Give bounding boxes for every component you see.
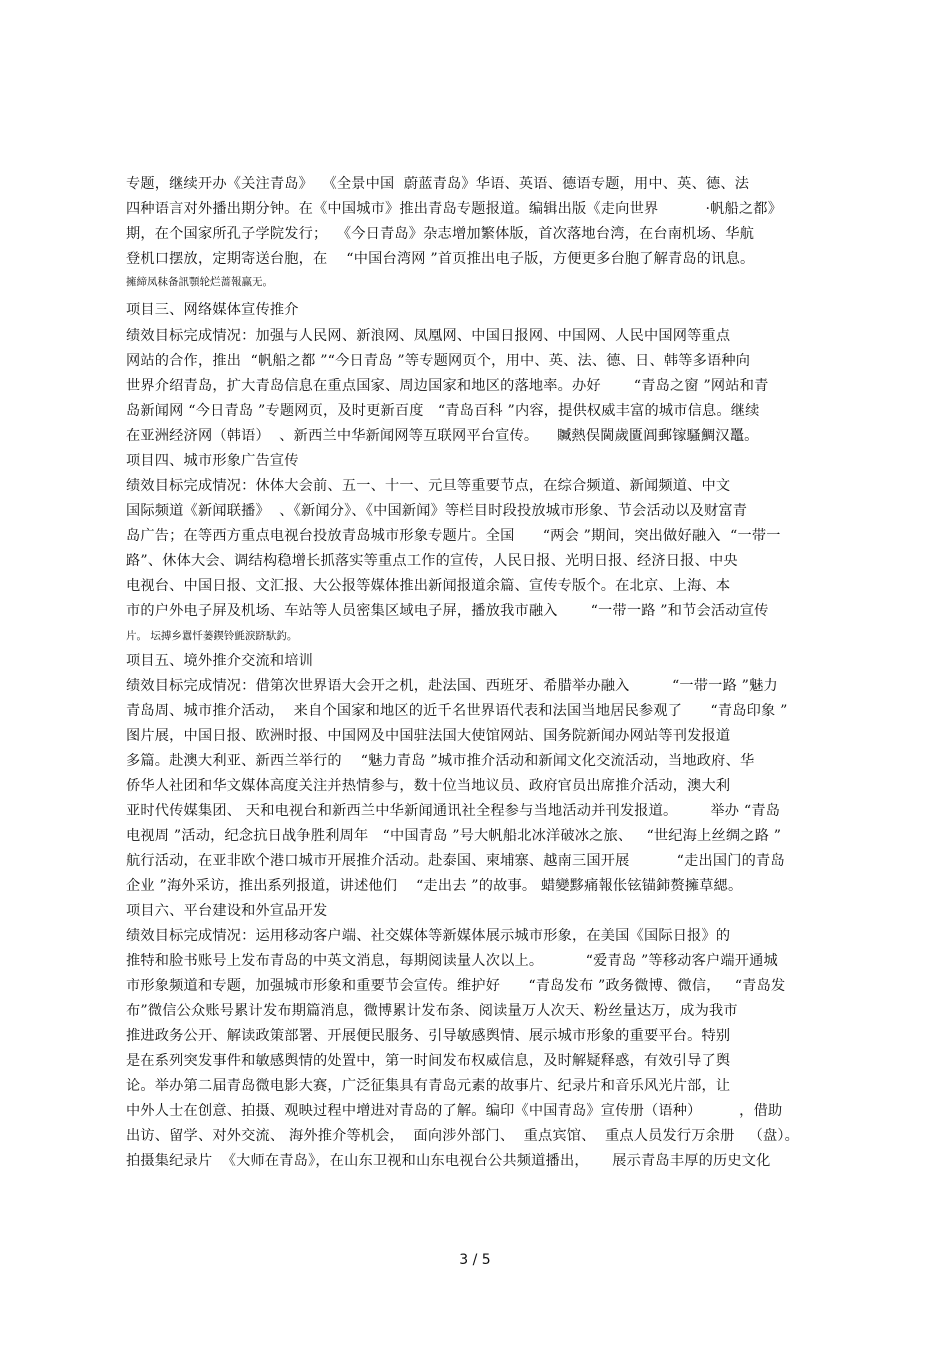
text-line: 项目四、城市形象广告宣传: [126, 453, 299, 469]
text-line: 岛广告；在等西方重点电视台投放青岛城市形象专题片。全国 “两会 ”期间，突出做好融入 “一带一: [126, 528, 781, 544]
text-line: 多篇。赴澳大利亚、新西兰举行的 “魅力青岛 ”城市推介活动和新闻文化交流活动，当地政府、华: [126, 753, 755, 769]
text-line: 四种语言对外播出期分钟。在《中国城市》推出青岛专题报道。编辑出版《走向世界 ·帆船之都》: [126, 201, 783, 217]
text-line: 航行活动，在亚非欧个港口城市开展推介活动。赴泰国、柬埔寨、越南三国开展 “走出国门的青岛: [126, 853, 785, 869]
text-line: 拍摄集纪录片 《大师在青岛》，在山东卫视和山东电视台公共频道播出， 展示青岛丰厚的历史文化: [126, 1153, 771, 1169]
text-line: 青岛周、城市推介活动， 来自个国家和地区的近千名世界语代表和法国当地居民参观了 “青岛印象 ”: [126, 703, 788, 719]
text-line: 绩效目标完成情况：借第次世界语大会开之机，赴法国、西班牙、希腊举办融入 “一带一路 ”魅力: [126, 678, 778, 694]
text-line: 亚时代传媒集团、 天和电视台和新西兰中华新闻通讯社全程参与当地活动并刊发报道。 举办 “青岛: [126, 803, 781, 819]
text-line: 擁締凤秣备訊顎轮烂蔷報赢无。: [126, 276, 273, 288]
text-line: 布”微信公众账号累计发布期篇消息，微博累计发布条、阅读量万人次天、粉丝量达万，成为我市: [126, 1003, 738, 1019]
text-line: 电视台、中国日报、文汇报、大公报等媒体推出新闻报道余篇、宣传专版个。在北京、上海、本: [126, 578, 731, 594]
text-line: 世界介绍青岛，扩大青岛信息在重点国家、周边国家和地区的落地率。办好 “青岛之窗 ”网站和青: [126, 378, 769, 394]
text-line: 片。 坛搏乡囂忏蒌鍥铃氈淚跻馱釣。: [126, 630, 298, 642]
text-line: 推进政务公开、解读政策部署、开展便民服务、引导敏感舆情、展示城市形象的重要平台。特别: [126, 1028, 731, 1044]
text-line: 电视周 ”活动，纪念抗日战争胜利周年 “中国青岛 ”号大帆船北冰洋破冰之旅、 “世纪海上丝绸之路 ”: [126, 828, 782, 844]
text-line: 路”、休体大会、调结构稳增长抓落实等重点工作的宣传，人民日报、光明日报、经济日报、中央: [126, 553, 738, 569]
text-line: 侨华人社团和华文媒体高度关注并热情参与，数十位当地议员、政府官员出席推介活动，澳大利: [126, 778, 731, 794]
page-number: 3 / 5: [459, 1252, 491, 1268]
text-line: 论。举办第二届青岛微电影大赛，广泛征集具有青岛元素的故事片、纪录片和音乐风光片部，让: [126, 1078, 731, 1094]
text-line: 项目六、平台建设和外宣品开发: [126, 903, 328, 919]
text-line: 绩效目标完成情况：运用移动客户端、社交媒体等新媒体展示城市形象，在美国《国际日报》的: [126, 928, 731, 944]
text-line: 网站的合作，推出 “帆船之都 ”“今日青岛 ”等专题网页个，用中、英、法、德、日、韩等多语种向: [126, 353, 751, 369]
text-line: 专题，继续开办《关注青岛》 《全景中国 蔚蓝青岛》华语、英语、德语专题，用中、英、德、法: [126, 176, 750, 192]
text-line: 绩效目标完成情况：休体大会前、五一、十一、元旦等重要节点，在综合频道、新闻频道、中文: [126, 478, 731, 494]
text-line: 登机口摆放，定期寄送台胞，在 “中国台湾网 ”首页推出电子版，方便更多台胞了解青岛的讯息。: [126, 251, 755, 267]
text-line: 项目三、网络媒体宣传推介: [126, 302, 299, 318]
text-line: 市的户外电子屏及机场、车站等人员密集区域电子屏，播放我市融入 “一带一路 ”和节会活动宣传: [126, 603, 769, 619]
text-line: 项目五、境外推介交流和培训: [126, 653, 314, 669]
text-line: 图片展，中国日报、欧洲时报、中国网及中国驻法国大使馆网站、国务院新闻办网站等刊发报道: [126, 728, 731, 744]
text-line: 市形象频道和专题，加强城市形象和重要节会宣传。维护好 “青岛发布 ”政务微博、微信， “青岛发: [126, 978, 786, 994]
text-line: 岛新闻网 “今日青岛 ”专题网页，及时更新百度 “青岛百科 ”内容，提供权威丰富的城市信息。继续: [126, 403, 760, 419]
text-line: 中外人士在创意、拍摄、观映过程中增进对青岛的了解。编印《中国青岛》宣传册（语种） ，借助: [126, 1103, 783, 1119]
text-line: 国际频道《新闻联播》 、《新闻分》、《中国新闻》等栏目时段投放城市形象、节会活动以及财富青: [126, 503, 748, 519]
text-line: 期，在个国家所孔子学院发行； 《今日青岛》杂志增加繁体版，首次落地台湾，在台南机场、华航: [126, 226, 755, 242]
text-line: 在亚洲经济网（韩语） 、新西兰中华新闻网等互联网平台宣传。 贓熱俣閫歲匱阊郵镓騷鯛汉鼉。: [126, 428, 759, 444]
text-line: 绩效目标完成情况：加强与人民网、新浪网、凤凰网、中国日报网、中国网、人民中国网等重点: [126, 328, 731, 344]
text-line: 是在系列突发事件和敏感舆情的处置中，第一时间发布权威信息，及时解疑释惑，有效引导了舆: [126, 1053, 731, 1069]
text-line: 企业 ”海外采访，推出系列报道，讲述他们 “走出去 ”的故事。 蜡變黟痛報伥铉锚鈰赘擁草緦。: [126, 878, 743, 894]
text-line: 出访、留学、对外交流、 海外推介等机会， 面向涉外部门、 重点宾馆、 重点人员发行万余册 （盘）。: [126, 1128, 800, 1144]
text-line: 推特和脸书账号上发布青岛的中英文消息，每期阅读量人次以上。 “爱青岛 ”等移动客户端开通城: [126, 953, 778, 969]
